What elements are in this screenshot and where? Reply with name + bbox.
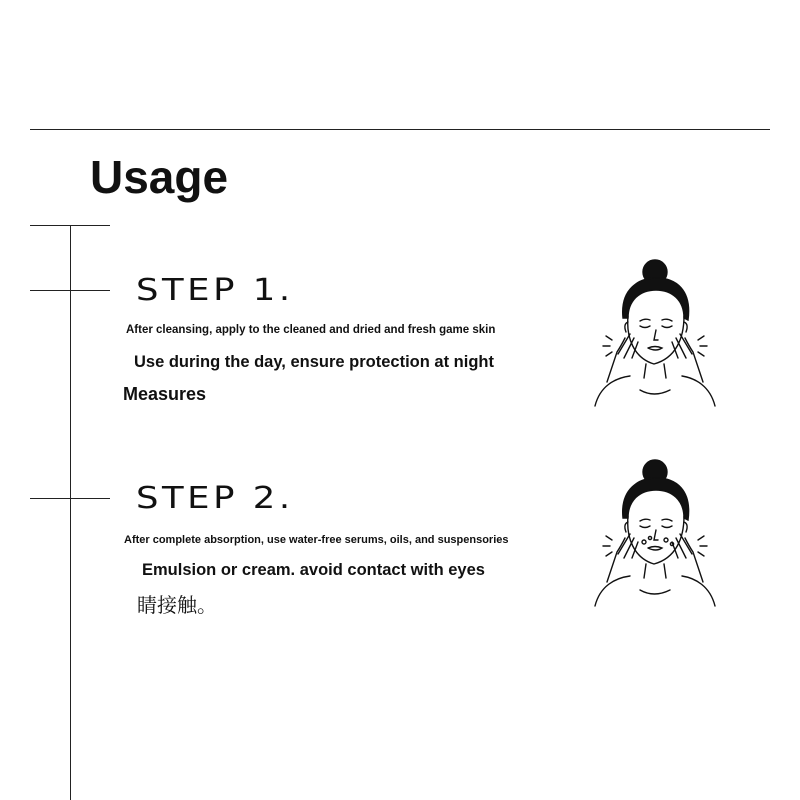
step1-line2: Use during the day, ensure protection at night xyxy=(134,353,494,371)
step2-line2: Emulsion or cream. avoid contact with eyes xyxy=(142,561,485,579)
step2-line1: After complete absorption, use water-free serums, oils, and suspensories xyxy=(124,534,509,546)
right-hand-icon xyxy=(672,334,703,382)
step1-marker xyxy=(30,290,110,291)
step2-marker xyxy=(30,498,110,499)
shoulders-icon xyxy=(595,576,715,606)
hair-icon xyxy=(623,278,689,320)
right-hand-icon xyxy=(672,534,703,582)
face-massage-illustration xyxy=(590,458,725,608)
left-hand-icon xyxy=(607,334,638,382)
shoulders-icon xyxy=(595,376,715,406)
top-divider xyxy=(30,129,770,130)
step1-line3: Measures xyxy=(123,384,207,404)
step2-heading: STEP 2. xyxy=(136,481,294,516)
step1-heading: STEP 1. xyxy=(136,273,294,308)
step2-line3: 睛接触。 xyxy=(137,593,217,617)
step1-line1: After cleansing, apply to the cleaned and dried and fresh game skin xyxy=(126,324,496,336)
hair-icon xyxy=(623,478,689,520)
timeline-line xyxy=(70,225,71,800)
left-hand-icon xyxy=(607,534,638,582)
face-patting-illustration xyxy=(590,258,725,408)
page-title: Usage xyxy=(90,151,229,203)
